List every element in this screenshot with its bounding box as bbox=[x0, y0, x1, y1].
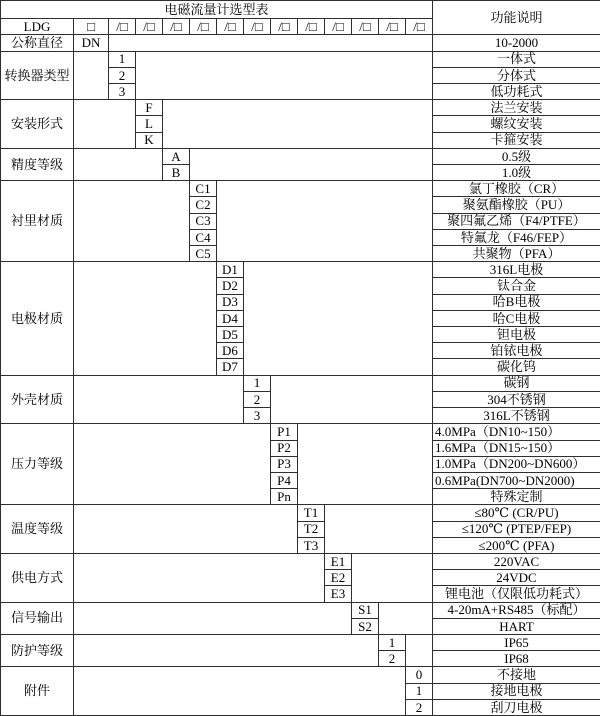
blank-cell bbox=[352, 553, 433, 602]
option-code: S1 bbox=[352, 602, 379, 618]
group-label-electrode-material: 电极材质 bbox=[1, 262, 74, 375]
option-code: 1 bbox=[109, 51, 136, 67]
diameter-range: 10-2000 bbox=[433, 35, 600, 51]
option-desc: 4-20mA+RS485（标配） bbox=[433, 602, 600, 618]
option-desc: 1.0级 bbox=[433, 165, 600, 181]
option-desc: 特氟龙（F46/FEP） bbox=[433, 229, 600, 245]
blank-cell bbox=[244, 262, 433, 375]
option-desc: 1.6MPa（DN15~150） bbox=[433, 440, 600, 456]
option-desc: 钛合金 bbox=[433, 278, 600, 294]
option-desc: 刮刀电极 bbox=[433, 699, 600, 715]
option-code: T1 bbox=[298, 505, 325, 521]
option-code: D2 bbox=[217, 278, 244, 294]
blank-cell bbox=[74, 375, 244, 424]
option-desc: 不接地 bbox=[433, 667, 600, 683]
option-code: C1 bbox=[190, 181, 217, 197]
option-desc: 0.5级 bbox=[433, 148, 600, 164]
model-segment-box: /□ bbox=[271, 19, 298, 35]
blank-cell bbox=[74, 262, 217, 375]
label-nominal-diameter: 公称直径 bbox=[1, 35, 74, 51]
model-segment-box: /□ bbox=[217, 19, 244, 35]
option-code: P1 bbox=[271, 424, 298, 440]
option-code: 2 bbox=[379, 651, 406, 667]
model-segment-box: /□ bbox=[163, 19, 190, 35]
model-segment-box: /□ bbox=[136, 19, 163, 35]
option-code: L bbox=[136, 116, 163, 132]
option-desc: ≤80℃ (CR/PU) bbox=[433, 505, 600, 521]
option-desc: 4.0MPa（DN10~150） bbox=[433, 424, 600, 440]
option-code: 2 bbox=[244, 391, 271, 407]
option-desc: 碳化钨 bbox=[433, 359, 600, 375]
model-segment-box: /□ bbox=[379, 19, 406, 35]
group-label-temperature-rating: 温度等级 bbox=[1, 505, 74, 554]
option-code: D5 bbox=[217, 327, 244, 343]
option-desc: IP65 bbox=[433, 634, 600, 650]
option-code: Pn bbox=[271, 489, 298, 505]
blank-cell bbox=[74, 634, 379, 666]
option-code: D4 bbox=[217, 310, 244, 326]
option-desc: 316L不锈钢 bbox=[433, 408, 600, 424]
option-desc: 一体式 bbox=[433, 51, 600, 67]
option-desc: 接地电极 bbox=[433, 683, 600, 699]
option-code: E2 bbox=[325, 570, 352, 586]
group-label-housing-material: 外壳材质 bbox=[1, 375, 74, 424]
option-desc: ≤120℃ (PTEP/FEP) bbox=[433, 521, 600, 537]
group-label-power-supply: 供电方式 bbox=[1, 553, 74, 602]
group-label-installation-type: 安装形式 bbox=[1, 100, 74, 149]
option-desc: 316L电极 bbox=[433, 262, 600, 278]
blank-cell bbox=[74, 505, 298, 554]
option-code: 0 bbox=[406, 667, 433, 683]
option-code: 1 bbox=[244, 375, 271, 391]
option-code: T2 bbox=[298, 521, 325, 537]
option-code: B bbox=[163, 165, 190, 181]
model-segment-box: /□ bbox=[406, 19, 433, 35]
model-segment-box: /□ bbox=[325, 19, 352, 35]
option-desc: 220VAC bbox=[433, 553, 600, 569]
blank-cell bbox=[406, 634, 433, 666]
option-code: E3 bbox=[325, 586, 352, 602]
model-prefix: LDG bbox=[1, 19, 74, 35]
option-desc: IP68 bbox=[433, 651, 600, 667]
blank-cell bbox=[74, 181, 190, 262]
option-code: D1 bbox=[217, 262, 244, 278]
option-desc: 特殊定制 bbox=[433, 489, 600, 505]
code-dn: DN bbox=[74, 35, 109, 51]
function-column-header: 功能说明 bbox=[433, 1, 600, 35]
option-code: K bbox=[136, 132, 163, 148]
option-desc: 0.6MPa(DN700~DN2000) bbox=[433, 472, 600, 488]
blank-cell bbox=[74, 424, 271, 505]
option-desc: HART bbox=[433, 618, 600, 634]
blank-cell bbox=[74, 51, 109, 100]
option-code: E1 bbox=[325, 553, 352, 569]
option-code: C5 bbox=[190, 246, 217, 262]
option-desc: 螺纹安装 bbox=[433, 116, 600, 132]
blank-cell bbox=[136, 51, 433, 100]
blank-cell bbox=[163, 100, 433, 149]
option-desc: 共聚物（PFA） bbox=[433, 246, 600, 262]
option-code: C3 bbox=[190, 213, 217, 229]
blank-cell bbox=[325, 505, 433, 554]
option-code: T3 bbox=[298, 537, 325, 553]
option-code: 2 bbox=[406, 699, 433, 715]
model-segment-box: /□ bbox=[298, 19, 325, 35]
option-code: S2 bbox=[352, 618, 379, 634]
option-code: D6 bbox=[217, 343, 244, 359]
option-code: D7 bbox=[217, 359, 244, 375]
option-code: P2 bbox=[271, 440, 298, 456]
option-code: 2 bbox=[109, 67, 136, 83]
option-desc: 法兰安装 bbox=[433, 100, 600, 116]
blank-cell bbox=[74, 602, 352, 634]
option-code: 3 bbox=[244, 408, 271, 424]
option-desc: 卡箍安装 bbox=[433, 132, 600, 148]
group-label-converter-type: 转换器类型 bbox=[1, 51, 74, 100]
option-desc: 锂电池（仅限低功耗式） bbox=[433, 586, 600, 602]
blank-cell bbox=[217, 181, 433, 262]
option-code: A bbox=[163, 148, 190, 164]
option-desc: 1.0MPa（DN200~DN600） bbox=[433, 456, 600, 472]
blank-cell bbox=[109, 35, 433, 51]
option-desc: 聚四氟乙烯（F4/PTFE） bbox=[433, 213, 600, 229]
option-desc: ≤200℃ (PFA) bbox=[433, 537, 600, 553]
blank-cell bbox=[74, 667, 406, 716]
option-desc: 哈B电极 bbox=[433, 294, 600, 310]
group-label-pressure-rating: 压力等级 bbox=[1, 424, 74, 505]
blank-cell bbox=[74, 100, 136, 149]
option-desc: 钽电极 bbox=[433, 327, 600, 343]
model-segment-box: /□ bbox=[244, 19, 271, 35]
option-desc: 低功耗式 bbox=[433, 84, 600, 100]
option-code: D3 bbox=[217, 294, 244, 310]
model-segment-box: /□ bbox=[352, 19, 379, 35]
option-code: 3 bbox=[109, 84, 136, 100]
option-desc: 304不锈钢 bbox=[433, 391, 600, 407]
model-base-box: □ bbox=[74, 19, 109, 35]
option-code: 1 bbox=[406, 683, 433, 699]
blank-cell bbox=[74, 148, 163, 180]
option-code: C4 bbox=[190, 229, 217, 245]
blank-cell bbox=[298, 424, 433, 505]
blank-cell bbox=[271, 375, 433, 424]
option-desc: 聚氨酯橡胶（PU） bbox=[433, 197, 600, 213]
option-code: 1 bbox=[379, 634, 406, 650]
option-desc: 碳钢 bbox=[433, 375, 600, 391]
option-code: C2 bbox=[190, 197, 217, 213]
blank-cell bbox=[190, 148, 433, 180]
model-segment-box: /□ bbox=[109, 19, 136, 35]
option-desc: 铂铱电极 bbox=[433, 343, 600, 359]
option-desc: 分体式 bbox=[433, 67, 600, 83]
group-label-accuracy-class: 精度等级 bbox=[1, 148, 74, 180]
group-label-lining-material: 衬里材质 bbox=[1, 181, 74, 262]
blank-cell bbox=[379, 602, 433, 634]
model-segment-box: /□ bbox=[190, 19, 217, 35]
blank-cell bbox=[74, 553, 325, 602]
option-code: P3 bbox=[271, 456, 298, 472]
option-code: F bbox=[136, 100, 163, 116]
option-desc: 氯丁橡胶（CR） bbox=[433, 181, 600, 197]
group-label-accessories: 附件 bbox=[1, 667, 74, 716]
table-title: 电磁流量计选型表 bbox=[1, 1, 433, 19]
option-desc: 24VDC bbox=[433, 570, 600, 586]
option-desc: 哈C电极 bbox=[433, 310, 600, 326]
option-code: P4 bbox=[271, 472, 298, 488]
group-label-signal-output: 信号输出 bbox=[1, 602, 74, 634]
group-label-protection-rating: 防护等级 bbox=[1, 634, 74, 666]
